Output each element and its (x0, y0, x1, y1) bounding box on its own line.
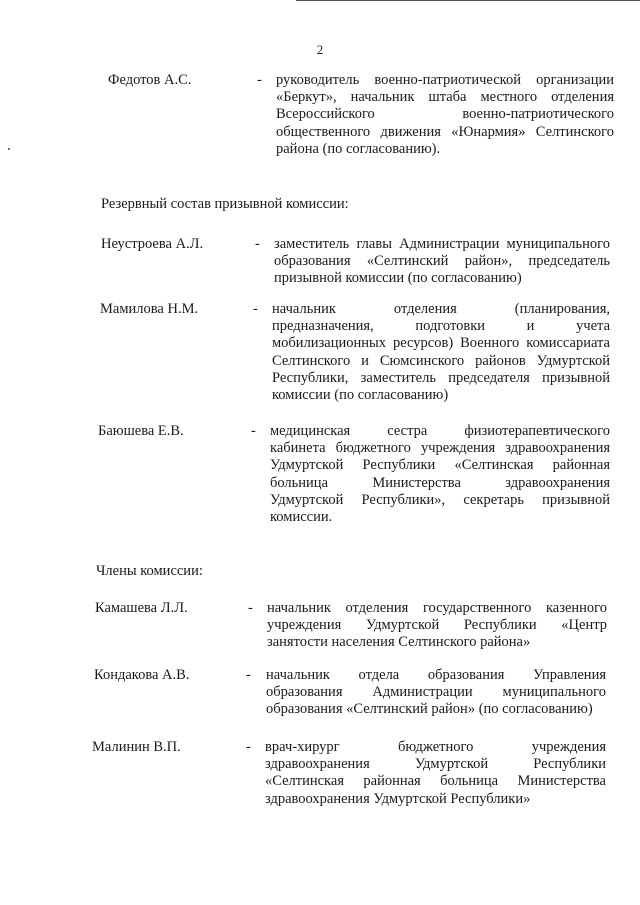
separator-dash: - (246, 667, 251, 683)
role-line: здравоохранения Удмуртской Республики» (265, 790, 531, 807)
separator-dash: - (253, 301, 258, 317)
role-line: руководитель военно-патриотической организации (276, 72, 614, 88)
role-line: комиссии (по согласованию) (272, 387, 449, 404)
person-role (274, 236, 610, 288)
role-line: Удмуртской Республики «Селтинская районная (270, 457, 610, 474)
person-name: Малинин В.П. (92, 739, 181, 755)
person-name: Баюшева Е.В. (98, 423, 184, 439)
person-role (272, 301, 610, 404)
person-name: Мамилова Н.М. (100, 301, 199, 317)
role-line: Удмуртской Республики», секретарь призывной (270, 491, 610, 508)
role-line: «Селтинская районная больница Министерства (265, 773, 606, 790)
role-line: больница Министерства здравоохранения (270, 474, 610, 491)
role-line: образования Администрации муниципального (266, 684, 606, 701)
role-line: заместитель главы Администрации муниципального (274, 236, 610, 252)
role-line: образования «Селтинский район», председатель (274, 253, 610, 270)
role-line: занятости населения Селтинского района» (267, 634, 531, 651)
scan-edge-line (296, 0, 640, 1)
person-role (265, 739, 606, 808)
role-line: начальник отделения государственного казенного (267, 600, 607, 616)
role-line: района (по согласованию). (276, 140, 441, 157)
person-role (276, 72, 614, 158)
role-line: учреждения Удмуртской Республики «Центр (267, 617, 607, 634)
role-line: образования «Селтинский район» (по согласованию) (266, 701, 593, 718)
person-name: Федотов А.С. (108, 72, 192, 88)
separator-dash: - (246, 739, 251, 755)
person-name: Неустроева А.Л. (101, 236, 204, 252)
role-line: мобилизационных ресурсов) Военного комиссариата (272, 335, 610, 352)
role-line: Республики, заместитель председателя призывной (272, 369, 610, 386)
role-line: начальник отделения (планирования, (272, 301, 610, 317)
reserve-section-title: Резервный состав призывной комиссии: (101, 196, 349, 212)
role-line: врач-хирург бюджетного учреждения (265, 739, 606, 755)
separator-dash: - (257, 72, 262, 88)
person-name: Кондакова А.В. (94, 667, 190, 683)
members-section-title: Члены комиссии: (96, 563, 203, 579)
role-line: начальник отдела образования Управления (266, 667, 606, 683)
person-role (270, 423, 610, 526)
separator-dash: - (255, 236, 260, 252)
role-line: призывной комиссии (по согласованию) (274, 270, 522, 287)
role-line: Всероссийского военно-патриотического (276, 106, 614, 123)
role-line: общественного движения «Юнармия» Селтинского (276, 123, 614, 140)
page-number: 2 (316, 42, 324, 57)
person-role (266, 667, 606, 719)
role-line: здравоохранения Удмуртской Республики (265, 756, 606, 773)
role-line: кабинета бюджетного учреждения здравоохранения (270, 440, 610, 457)
separator-dash: - (251, 423, 256, 439)
scan-speck (8, 148, 10, 150)
person-role (267, 600, 607, 652)
role-line: предназначения, подготовки и учета (272, 318, 610, 335)
person-name: Камашева Л.Л. (95, 600, 188, 616)
role-line: «Беркут», начальник штаба местного отделения (276, 89, 614, 106)
role-line: комиссии. (270, 509, 333, 526)
role-line: Селтинского и Сюмсинского районов Удмуртской (272, 352, 610, 369)
role-line: медицинская сестра физиотерапевтического (270, 423, 610, 439)
separator-dash: - (248, 600, 253, 616)
